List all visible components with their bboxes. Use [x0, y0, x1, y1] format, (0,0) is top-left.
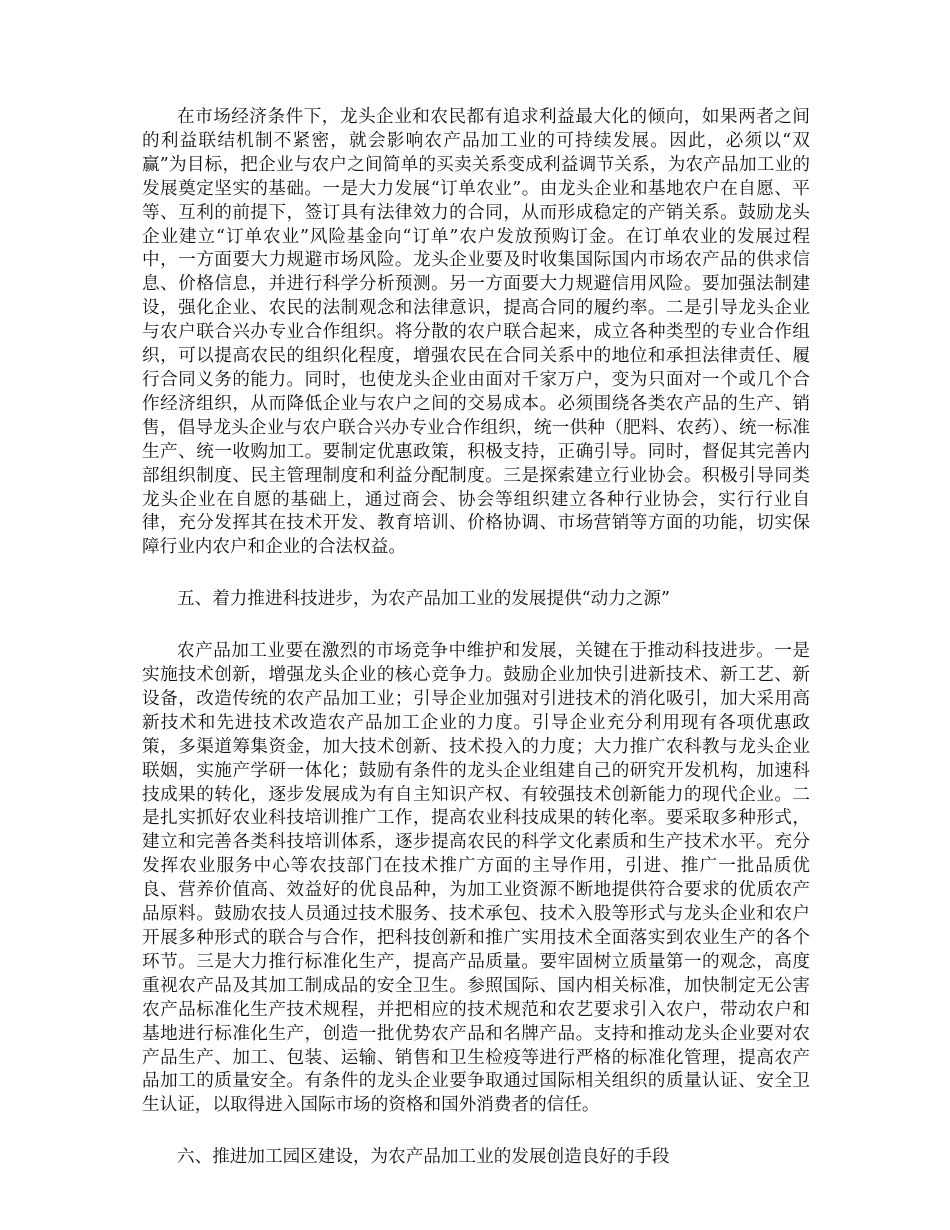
paragraph-gap	[142, 1118, 810, 1146]
body-paragraph: 农产品加工业要在激烈的市场竞争中维护和发展，关键在于推动科技进步。一是实施技术创新，增强龙头企业的核心竞争力。鼓励企业加快引进新技术、新工艺、新设备，改造传统的农产品加工业；引导企业加强对引进技术的消化吸引，加大采用高新技术和先进技术改造农产品加工企业的力度。引导企业充分利用现有各项优惠政策，多渠道筹集资金，加大技术创新、技术投入的力度；大力推广农科教与龙头企业联姻，实施产学研一体化；鼓励有条件的龙头企业组建自己的研究开发机构，加速科技成果的转化，逐步发展成为有自主知识产权、有较强技术创新能力的现代企业。二是扎实抓好农业科技培训推广工作，提高农业科技成果的转化率。要采取多种形式，建立和完善各类科技培训体系，逐步提高农民的科学文化素质和生产技术水平。充分发挥农业服务中心等农技部门在技术推广方面的主导作用，引进、推广一批品质优良、营养价值高、效益好的优良品种，为加工业资源不断地提供符合要求的优质农产品原料。鼓励农技人员通过技术服务、技术承包、技术入股等形式与龙头企业和农户开展多种形式的联合与合作，把科技创新和推广实用技术全面落实到农业生产的各个环节。三是大力推行标准化生产，提高产品质量。要牢固树立质量第一的观念，高度重视农产品及其加工制成品的安全卫生。参照国际、国内相关标准，加快制定无公害农产品标准化生产技术规程，并把相应的技术规范和农艺要求引入农户，带动农户和基地进行标准化生产，创造一批优势农产品和名牌产品。支持和推动龙头企业要对农产品生产、加工、包装、运输、销售和卫生检疫等进行严格的标准化管理，提高农产品加工的质量安全。有条件的龙头企业要争取通过国际相关组织的质量认证、安全卫生认证，以取得进入国际市场的资格和国外消费者的信任。	[142, 641, 810, 1116]
paragraph-gap	[142, 560, 810, 588]
paragraph-gap	[142, 612, 810, 640]
body-paragraph: 在市场经济条件下，龙头企业和农民都有追求利益最大化的倾向，如果两者之间的利益联结机制不紧密，就会影响农产品加工业的可持续发展。因此，必须以“双赢”为目标，把企业与农户之间简单的买卖关系变成利益调节关系，为农产品加工业的发展奠定坚实的基础。一是大力发展“订单农业”。由龙头企业和基地农户在自愿、平等、互利的前提下，签订具有法律效力的合同，从而形成稳定的产销关系。鼓励龙头企业建立“订单农业”风险基金向“订单”农户发放预购订金。在订单农业的发展过程中，一方面要大力规避市场风险。龙头企业要及时收集国际国内市场农产品的供求信息、价格信息，并进行科学分析预测。另一方面要大力规避信用风险。要加强法制建设，强化企业、农民的法制观念和法律意识，提高合同的履约率。二是引导龙头企业与农户联合兴办专业合作组织。将分散的农户联合起来，成立各种类型的专业合作组织，可以提高农民的组织化程度，增强农民在合同关系中的地位和承担法律责任、履行合同义务的能力。同时，也使龙头企业由面对千家万户，变为只面对一个或几个合作经济组织，从而降低企业与农户之间的交易成本。必须围绕各类农产品的生产、销售，倡导龙头企业与农户联合兴办专业合作组织，统一供种（肥料、农药）、统一标准生产、统一收购加工。要制定优惠政策，积极支持，正确引导。同时，督促其完善内部组织制度、民主管理制度和利益分配制度。三是探索建立行业协会。积极引导同类龙头企业在自愿的基础上，通过商会、协会等组织建立各种行业协会，实行行业自律，充分发挥其在技术开发、教育培训、价格协调、市场营销等方面的功能，切实保障行业内农户和企业的合法权益。	[142, 107, 810, 558]
section-heading: 五、着力推进科技进步，为农产品加工业的发展提供“动力之源”	[177, 589, 671, 610]
section-heading: 六、推进加工园区建设，为农产品加工业的发展创造良好的手段	[177, 1147, 670, 1168]
document-page	[142, 106, 810, 1170]
